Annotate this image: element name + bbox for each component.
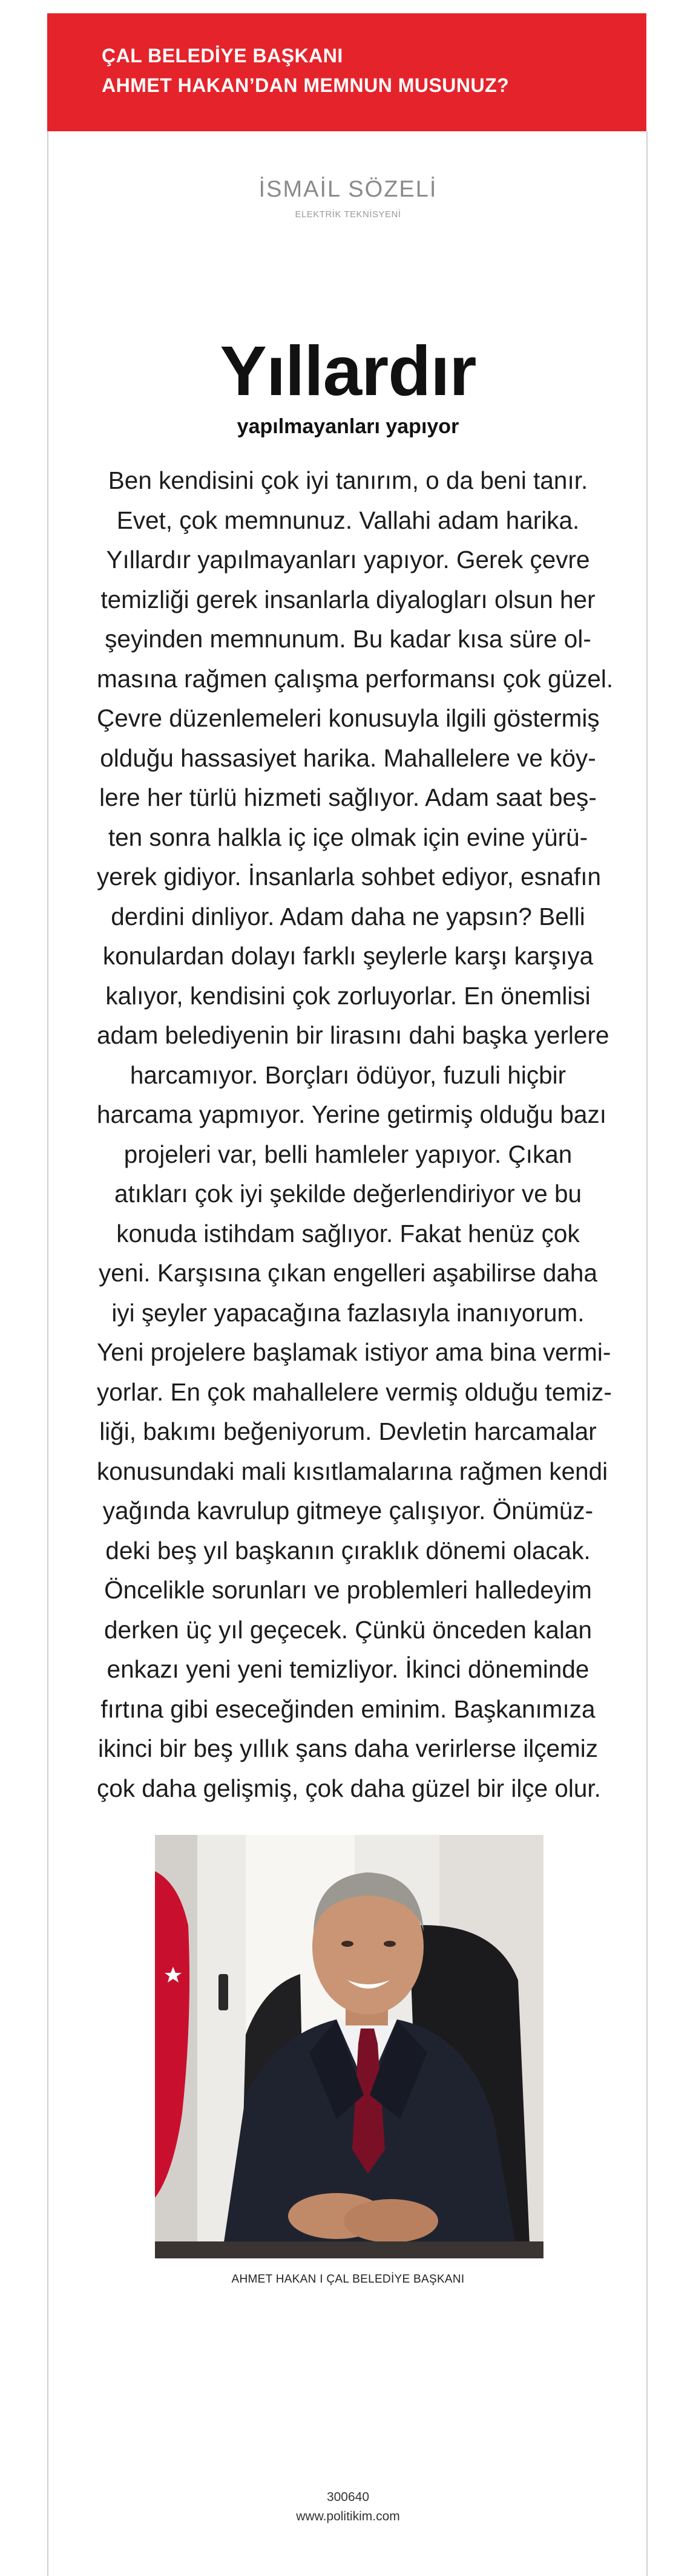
- body-line: adam belediyenin bir lirasını dahi başka yerlere: [97, 1021, 609, 1049]
- body-line: kalıyor, kendisini çok zorluyorlar. En önemlisi: [105, 981, 591, 1010]
- body-line: yağında kavrulup gitmeye çalışıyor. Önümüz-: [102, 1497, 594, 1525]
- body-line: derdini dinliyor. Adam daha ne yapsın? Belli: [111, 902, 585, 930]
- body-line: Yıllardır yapılmayanları yapıyor. Gerek çevre: [106, 546, 590, 574]
- footer-website: www.politikim.com: [296, 2509, 400, 2523]
- body-line: enkazı yeni yeni temizliyor. İkinci döneminde: [107, 1655, 589, 1683]
- body-line: masına rağmen çalışma performansı çok güzel.: [97, 664, 614, 693]
- body-line: Evet, çok memnunuz. Vallahi adam harika.: [116, 506, 580, 534]
- body-line: derken üç yıl geçecek. Çünkü önceden kalan: [103, 1615, 592, 1644]
- portrait-photo: [155, 1835, 543, 2258]
- body-line: liği, bakımı beğeniyorum. Devletin harcamalar: [99, 1417, 597, 1445]
- article-body: [97, 461, 614, 1808]
- body-line: projeleri var, belli hamleler yapıyor. Çıkan: [123, 1140, 573, 1168]
- body-line: atıkları çok iyi şekilde değerlendiriyor ve bu: [114, 1180, 582, 1208]
- header-title-line-1: ÇAL BELEDİYE BAŞKANI: [102, 45, 343, 67]
- body-line: çok daha gelişmiş, çok daha güzel bir ilçe olur.: [97, 1774, 601, 1802]
- author-role: ELEKTRİK TEKNİSYENİ: [295, 209, 401, 220]
- body-line: harcama yapmıyor. Yerine getirmiş olduğu bazı: [97, 1100, 606, 1128]
- body-line: fırtına gibi eseceğinden eminim. Başkanımıza: [100, 1695, 596, 1723]
- body-line: deki beş yıl başkanın çıraklık dönemi olacak.: [105, 1536, 591, 1564]
- article-subhead: yapılmayanları yapıyor: [237, 415, 459, 438]
- body-line: konulardan dolayı farklı şeylerle karşı karşıya: [102, 942, 594, 970]
- body-line: Çevre düzenlemeleri konusuyla ilgili göstermiş: [97, 704, 600, 732]
- body-line: iyi şeyler yapacağına fazlasıyla inanıyorum.: [111, 1298, 585, 1327]
- body-line: konusundaki mali kısıtlamalarına rağmen kendi: [97, 1457, 608, 1485]
- body-line: Öncelikle sorunları ve problemleri halledeyim: [104, 1576, 592, 1604]
- frame-right-border: [646, 131, 648, 2576]
- header-banner: [47, 13, 646, 131]
- body-line: ikinci bir beş yıllık şans daha verirlerse ilçemiz: [97, 1734, 599, 1762]
- body-line: harcamıyor. Borçları ödüyor, fuzuli hiçbir: [130, 1061, 566, 1089]
- body-line: yorlar. En çok mahallelere vermiş olduğu temiz-: [97, 1378, 612, 1406]
- footer-code: 300640: [326, 2490, 370, 2504]
- body-line: lere her türlü hizmeti sağlıyor. Adam saat beş-: [99, 783, 597, 811]
- body-line: Yeni projelere başlamak istiyor ama bina vermi-: [97, 1338, 611, 1366]
- body-line: şeyinden memnunum. Bu kadar kısa süre ol-: [105, 625, 591, 653]
- body-line: temizliği gerek insanlarla diyalogları olsun her: [100, 585, 596, 613]
- article-headline: Yıllardır: [220, 332, 476, 410]
- author-name: İSMAİL SÖZELİ: [258, 177, 438, 202]
- body-line: yerek gidiyor. İnsanlarla sohbet ediyor, esnafın: [97, 863, 601, 891]
- body-line: konuda istihdam sağlıyor. Fakat henüz çok: [116, 1219, 580, 1247]
- frame-left-border: [47, 131, 48, 2576]
- header-title-line-2: AHMET HAKAN’DAN MEMNUN MUSUNUZ?: [102, 74, 510, 96]
- body-line: ten sonra halkla iç içe olmak için evine yürü-: [108, 823, 588, 851]
- body-line: olduğu hassasiyet harika. Mahallelere ve köy-: [100, 744, 596, 772]
- body-line: Ben kendisini çok iyi tanırım, o da beni tanır.: [108, 466, 588, 494]
- photo-caption: AHMET HAKAN I ÇAL BELEDİYE BAŞKANI: [231, 2273, 465, 2286]
- body-line: yeni. Karşısına çıkan engelleri aşabilirse daha: [99, 1259, 597, 1287]
